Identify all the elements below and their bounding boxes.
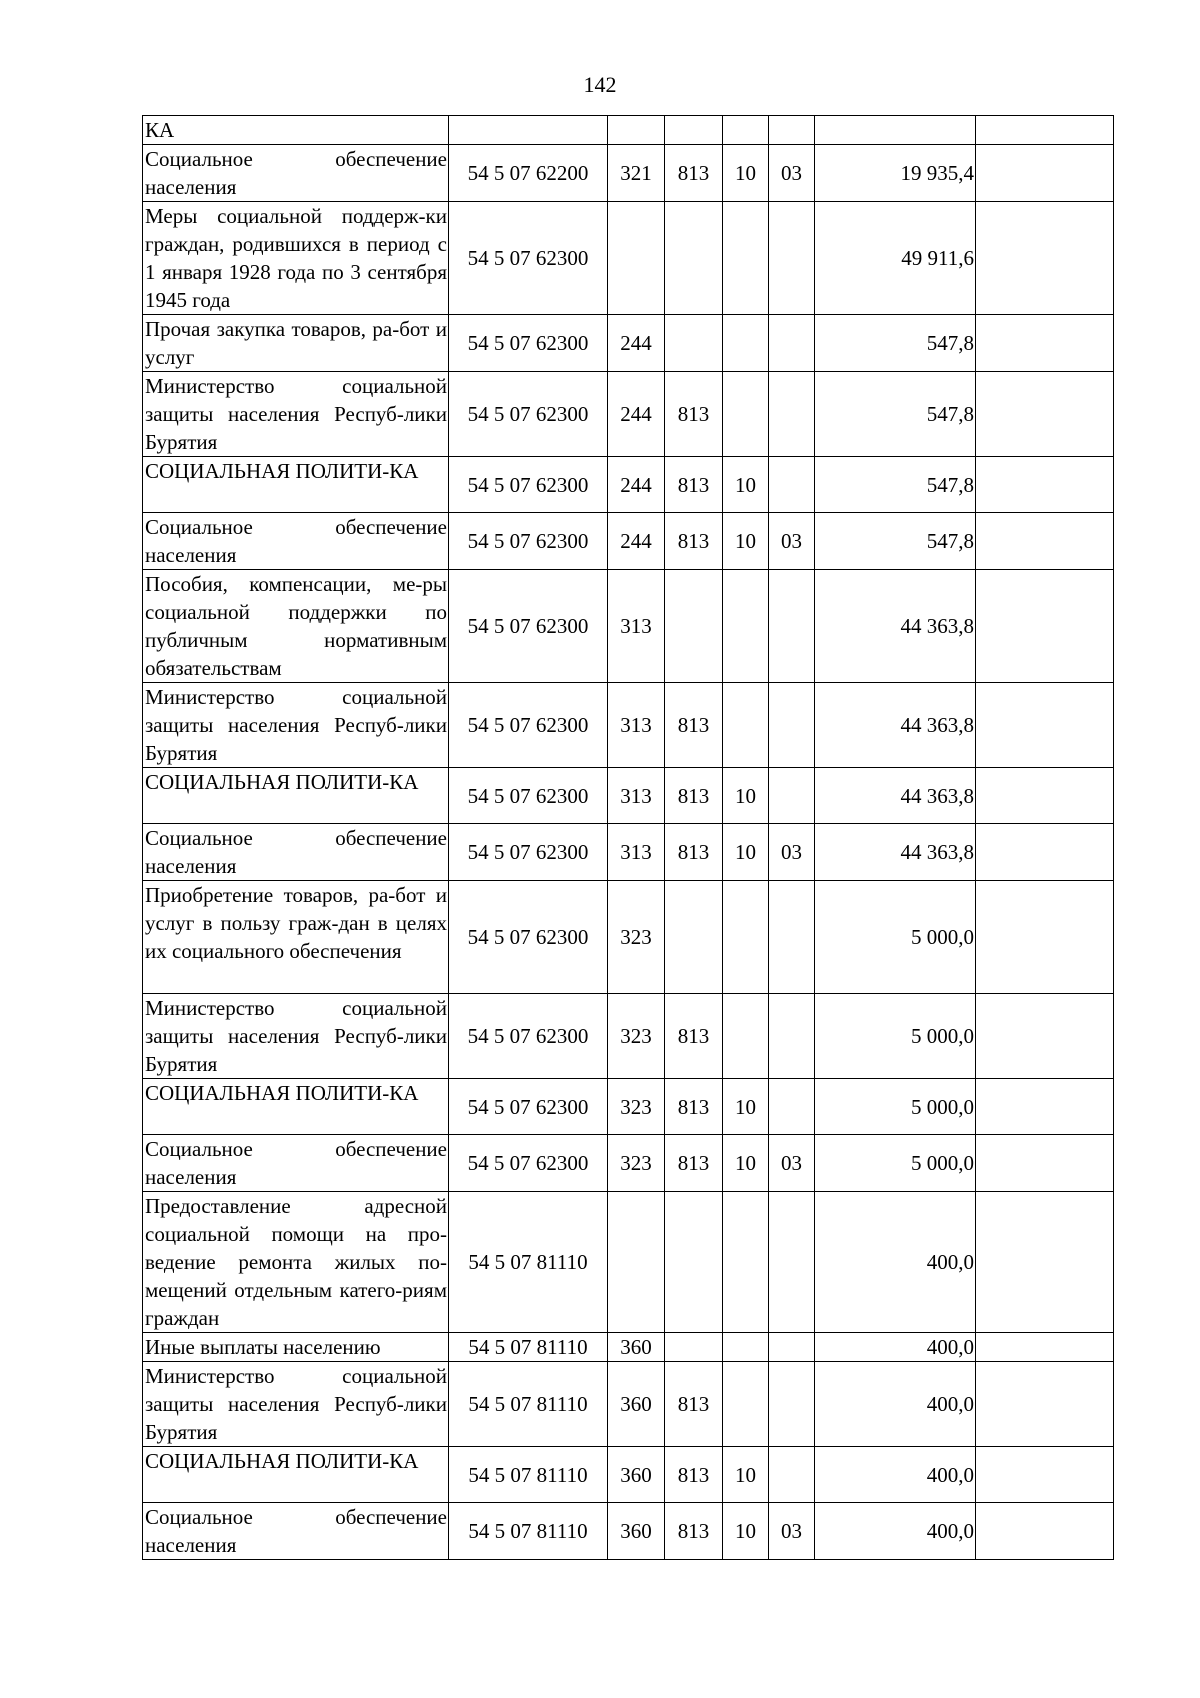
amount-cell: 49 911,6	[815, 202, 976, 315]
extra-cell	[976, 1503, 1114, 1560]
target-code-cell: 54 5 07 81110	[449, 1447, 608, 1503]
expense-type-cell: 323	[608, 1079, 665, 1135]
row-name-cell: Министерство социальной защиты населения Респуб-лики Бурятия	[143, 994, 449, 1079]
amount-cell: 547,8	[815, 457, 976, 513]
subsection-cell	[769, 768, 815, 824]
ministry-code-cell	[665, 1192, 723, 1333]
table-row	[143, 202, 1114, 315]
subsection-cell: 03	[769, 145, 815, 202]
extra-cell	[976, 570, 1114, 683]
budget-table	[142, 115, 1114, 1560]
subsection-cell	[769, 1447, 815, 1503]
row-name-cell: Социальное обеспечение населения	[143, 145, 449, 202]
expense-type-cell: 313	[608, 683, 665, 768]
target-code-cell: 54 5 07 62300	[449, 1079, 608, 1135]
target-code-cell: 54 5 07 62300	[449, 315, 608, 372]
table-row	[143, 1135, 1114, 1192]
expense-type-cell: 313	[608, 824, 665, 881]
extra-cell	[976, 1333, 1114, 1362]
row-name-cell: СОЦИАЛЬНАЯ ПОЛИТИ-КА	[143, 1447, 449, 1503]
table-row	[143, 1079, 1114, 1135]
table-row	[143, 145, 1114, 202]
section-cell: 10	[723, 1135, 769, 1192]
subsection-cell	[769, 116, 815, 145]
table-row	[143, 881, 1114, 994]
subsection-cell	[769, 457, 815, 513]
row-name-cell: СОЦИАЛЬНАЯ ПОЛИТИ-КА	[143, 1079, 449, 1135]
table-row	[143, 457, 1114, 513]
row-name-cell: Социальное обеспечение населения	[143, 1135, 449, 1192]
section-cell	[723, 570, 769, 683]
expense-type-cell: 323	[608, 881, 665, 994]
target-code-cell: 54 5 07 62300	[449, 768, 608, 824]
table-body	[143, 116, 1114, 1560]
section-cell	[723, 994, 769, 1079]
amount-cell: 400,0	[815, 1362, 976, 1447]
row-name-cell: Социальное обеспечение населения	[143, 1503, 449, 1560]
table-row	[143, 683, 1114, 768]
table-row	[143, 1503, 1114, 1560]
ministry-code-cell: 813	[665, 145, 723, 202]
row-name-cell: Приобретение товаров, ра-бот и услуг в пользу граж-дан в целях их социального обеспечения	[143, 881, 449, 994]
extra-cell	[976, 372, 1114, 457]
extra-cell	[976, 145, 1114, 202]
target-code-cell: 54 5 07 62300	[449, 372, 608, 457]
ministry-code-cell: 813	[665, 1503, 723, 1560]
expense-type-cell: 360	[608, 1447, 665, 1503]
section-cell: 10	[723, 1079, 769, 1135]
extra-cell	[976, 824, 1114, 881]
row-name-cell: Прочая закупка товаров, ра-бот и услуг	[143, 315, 449, 372]
amount-cell: 400,0	[815, 1447, 976, 1503]
ministry-code-cell: 813	[665, 1362, 723, 1447]
extra-cell	[976, 683, 1114, 768]
ministry-code-cell	[665, 315, 723, 372]
target-code-cell: 54 5 07 81110	[449, 1362, 608, 1447]
amount-cell: 400,0	[815, 1192, 976, 1333]
extra-cell	[976, 1135, 1114, 1192]
table-row	[143, 372, 1114, 457]
extra-cell	[976, 1079, 1114, 1135]
subsection-cell	[769, 994, 815, 1079]
subsection-cell	[769, 315, 815, 372]
amount-cell: 44 363,8	[815, 824, 976, 881]
section-cell	[723, 202, 769, 315]
section-cell	[723, 1333, 769, 1362]
row-name-cell: Министерство социальной защиты населения Респуб-лики Бурятия	[143, 1362, 449, 1447]
ministry-code-cell	[665, 202, 723, 315]
subsection-cell	[769, 570, 815, 683]
expense-type-cell: 321	[608, 145, 665, 202]
ministry-code-cell: 813	[665, 513, 723, 570]
section-cell: 10	[723, 457, 769, 513]
section-cell	[723, 1362, 769, 1447]
amount-cell: 5 000,0	[815, 994, 976, 1079]
section-cell	[723, 881, 769, 994]
row-name-cell: Министерство социальной защиты населения Респуб-лики Бурятия	[143, 372, 449, 457]
row-name-cell: Меры социальной поддерж-ки граждан, родившихся в период с 1 января 1928 года по 3 сентября 1945 года	[143, 202, 449, 315]
row-name-cell: Министерство социальной защиты населения Респуб-лики Бурятия	[143, 683, 449, 768]
amount-cell: 547,8	[815, 315, 976, 372]
extra-cell	[976, 116, 1114, 145]
target-code-cell: 54 5 07 62300	[449, 513, 608, 570]
subsection-cell	[769, 1333, 815, 1362]
expense-type-cell	[608, 202, 665, 315]
subsection-cell: 03	[769, 824, 815, 881]
row-name-cell: СОЦИАЛЬНАЯ ПОЛИТИ-КА	[143, 457, 449, 513]
table-row	[143, 315, 1114, 372]
subsection-cell	[769, 1079, 815, 1135]
extra-cell	[976, 1447, 1114, 1503]
extra-cell	[976, 768, 1114, 824]
ministry-code-cell: 813	[665, 994, 723, 1079]
target-code-cell: 54 5 07 62300	[449, 881, 608, 994]
amount-cell: 547,8	[815, 372, 976, 457]
table-row	[143, 1362, 1114, 1447]
row-name-cell: КА	[143, 116, 449, 145]
subsection-cell: 03	[769, 1135, 815, 1192]
ministry-code-cell	[665, 116, 723, 145]
table-row	[143, 1192, 1114, 1333]
ministry-code-cell: 813	[665, 1135, 723, 1192]
extra-cell	[976, 994, 1114, 1079]
table-row	[143, 513, 1114, 570]
amount-cell: 44 363,8	[815, 570, 976, 683]
target-code-cell: 54 5 07 81110	[449, 1333, 608, 1362]
section-cell	[723, 372, 769, 457]
subsection-cell: 03	[769, 513, 815, 570]
target-code-cell: 54 5 07 62300	[449, 683, 608, 768]
ministry-code-cell: 813	[665, 768, 723, 824]
section-cell	[723, 1192, 769, 1333]
extra-cell	[976, 513, 1114, 570]
subsection-cell	[769, 683, 815, 768]
section-cell: 10	[723, 145, 769, 202]
ministry-code-cell: 813	[665, 1447, 723, 1503]
amount-cell: 5 000,0	[815, 881, 976, 994]
expense-type-cell	[608, 116, 665, 145]
expense-type-cell: 360	[608, 1503, 665, 1560]
section-cell: 10	[723, 768, 769, 824]
expense-type-cell: 323	[608, 994, 665, 1079]
expense-type-cell	[608, 1192, 665, 1333]
table-row	[143, 116, 1114, 145]
subsection-cell: 03	[769, 1503, 815, 1560]
amount-cell: 44 363,8	[815, 768, 976, 824]
row-name-cell: Предоставление адресной социальной помощи на про-ведение ремонта жилых по-мещений отдельным катего-риям граждан	[143, 1192, 449, 1333]
amount-cell: 400,0	[815, 1333, 976, 1362]
amount-cell: 5 000,0	[815, 1079, 976, 1135]
expense-type-cell: 323	[608, 1135, 665, 1192]
table-row	[143, 768, 1114, 824]
row-name-cell: Социальное обеспечение населения	[143, 824, 449, 881]
extra-cell	[976, 202, 1114, 315]
ministry-code-cell	[665, 1333, 723, 1362]
row-name-cell: Пособия, компенсации, ме-ры социальной поддержки по публичным нормативным обязательствам	[143, 570, 449, 683]
target-code-cell: 54 5 07 62300	[449, 824, 608, 881]
subsection-cell	[769, 372, 815, 457]
subsection-cell	[769, 1362, 815, 1447]
section-cell: 10	[723, 1503, 769, 1560]
target-code-cell: 54 5 07 62300	[449, 570, 608, 683]
expense-type-cell: 244	[608, 513, 665, 570]
ministry-code-cell: 813	[665, 824, 723, 881]
row-name-cell: СОЦИАЛЬНАЯ ПОЛИТИ-КА	[143, 768, 449, 824]
expense-type-cell: 244	[608, 372, 665, 457]
target-code-cell: 54 5 07 81110	[449, 1192, 608, 1333]
subsection-cell	[769, 881, 815, 994]
ministry-code-cell: 813	[665, 1079, 723, 1135]
amount-cell	[815, 116, 976, 145]
row-name-cell: Социальное обеспечение населения	[143, 513, 449, 570]
ministry-code-cell: 813	[665, 372, 723, 457]
extra-cell	[976, 315, 1114, 372]
extra-cell	[976, 881, 1114, 994]
table-row	[143, 570, 1114, 683]
section-cell: 10	[723, 1447, 769, 1503]
table-row	[143, 994, 1114, 1079]
amount-cell: 5 000,0	[815, 1135, 976, 1192]
subsection-cell	[769, 1192, 815, 1333]
table-row	[143, 1333, 1114, 1362]
target-code-cell: 54 5 07 62300	[449, 457, 608, 513]
target-code-cell: 54 5 07 62200	[449, 145, 608, 202]
target-code-cell: 54 5 07 81110	[449, 1503, 608, 1560]
section-cell: 10	[723, 824, 769, 881]
ministry-code-cell	[665, 881, 723, 994]
expense-type-cell: 313	[608, 768, 665, 824]
ministry-code-cell: 813	[665, 683, 723, 768]
section-cell	[723, 683, 769, 768]
target-code-cell: 54 5 07 62300	[449, 994, 608, 1079]
amount-cell: 44 363,8	[815, 683, 976, 768]
amount-cell: 400,0	[815, 1503, 976, 1560]
section-cell	[723, 315, 769, 372]
expense-type-cell: 360	[608, 1333, 665, 1362]
table-row	[143, 824, 1114, 881]
expense-type-cell: 360	[608, 1362, 665, 1447]
table-row	[143, 1447, 1114, 1503]
ministry-code-cell	[665, 570, 723, 683]
target-code-cell	[449, 116, 608, 145]
expense-type-cell: 244	[608, 457, 665, 513]
amount-cell: 19 935,4	[815, 145, 976, 202]
row-name-cell: Иные выплаты населению	[143, 1333, 449, 1362]
amount-cell: 547,8	[815, 513, 976, 570]
extra-cell	[976, 457, 1114, 513]
expense-type-cell: 244	[608, 315, 665, 372]
extra-cell	[976, 1362, 1114, 1447]
expense-type-cell: 313	[608, 570, 665, 683]
subsection-cell	[769, 202, 815, 315]
section-cell	[723, 116, 769, 145]
section-cell: 10	[723, 513, 769, 570]
extra-cell	[976, 1192, 1114, 1333]
target-code-cell: 54 5 07 62300	[449, 202, 608, 315]
ministry-code-cell: 813	[665, 457, 723, 513]
page-number: 142	[583, 72, 617, 97]
target-code-cell: 54 5 07 62300	[449, 1135, 608, 1192]
